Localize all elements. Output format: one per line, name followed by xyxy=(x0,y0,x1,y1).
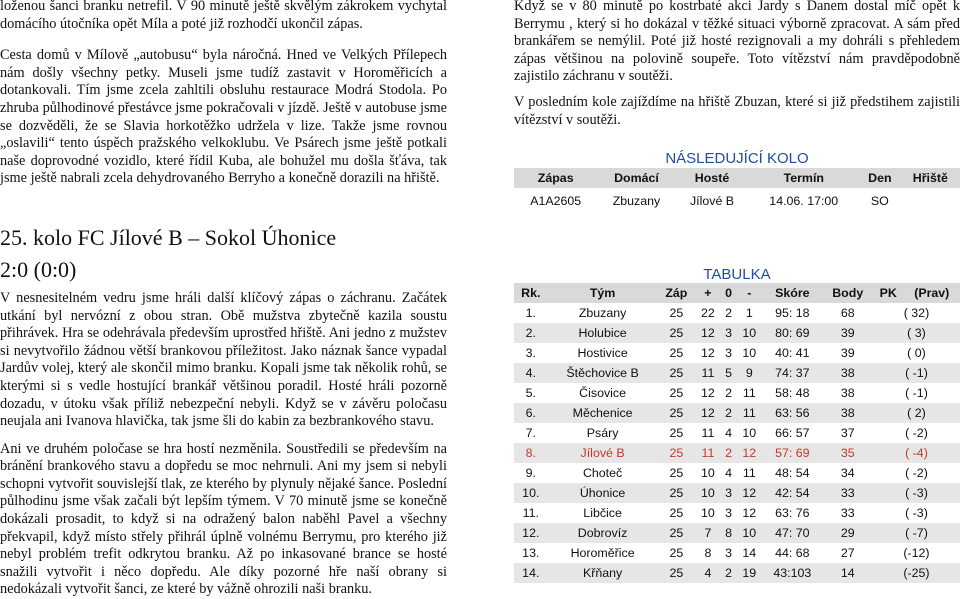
standings-cell-rk: 14. xyxy=(514,563,548,583)
standings-section xyxy=(514,266,960,583)
next-round-section xyxy=(514,150,960,214)
standings-cell-score: 63: 76 xyxy=(775,506,810,520)
standings-cell-prav: ( -2) xyxy=(905,426,928,440)
standings-cell-prav: ( -4) xyxy=(873,443,960,463)
standings-cell-points: 38 xyxy=(840,386,855,400)
standings-cell-score: 47: 70 xyxy=(762,523,822,543)
standings-cell-wins: 10 xyxy=(695,483,721,503)
standings-cell-draws: 2 xyxy=(721,443,737,463)
table-row xyxy=(514,523,960,543)
header-hoste: Hosté xyxy=(676,168,749,188)
standings-cell-played: 25 xyxy=(658,403,696,423)
standings-cell-score: 40: 41 xyxy=(775,346,810,360)
standings-header-prav: (Prav) xyxy=(904,283,960,303)
standings-cell-prav: ( -2) xyxy=(905,466,928,480)
standings-cell-score: 57: 69 xyxy=(762,443,822,463)
standings-header-team: Tým xyxy=(548,283,658,303)
standings-cell-played: 25 xyxy=(669,306,684,320)
standings-title: TABULKA xyxy=(703,266,771,283)
next-round-title: NÁSLEDUJÍCÍ KOLO xyxy=(665,150,809,167)
table-row xyxy=(514,323,960,343)
standings-cell-played: 25 xyxy=(658,443,696,463)
header-den: Den xyxy=(859,168,901,188)
standings-cell-rk: 5. xyxy=(525,386,536,400)
standings-cell-losses: 12 xyxy=(736,443,762,463)
standings-cell-rk: 1. xyxy=(525,306,536,320)
header-domaci: Domácí xyxy=(597,168,675,188)
standings-cell-prav: ( -1) xyxy=(873,363,960,383)
standings-cell-points: 38 xyxy=(823,403,873,423)
standings-header-points: Body xyxy=(823,283,873,303)
table-row xyxy=(514,503,960,523)
standings-cell-prav: ( 2) xyxy=(873,403,960,423)
standings-cell-points: 14 xyxy=(823,563,873,583)
standings-cell-wins: 12 xyxy=(701,346,715,360)
standings-cell-points: 34 xyxy=(840,466,855,480)
standings-cell-points: 29 xyxy=(823,523,873,543)
standings-cell-rk: 10. xyxy=(514,483,548,503)
standings-cell-score: 63: 56 xyxy=(762,403,822,423)
standings-cell-team: Holubice xyxy=(548,323,658,343)
cell-termin: 14.06. 17:00 xyxy=(748,188,859,214)
standings-header-losses: - xyxy=(736,283,762,303)
report-paragraph-1: V nesnesitelném vedru jsme hráli další klíčový zápas o záchranu. Začátek utkání byl nervózní z obou stran. Obě mužstva zbytečně kazila soustu přihrávek. Hra se odehrávala především uprostřed hřiště. Ani jedno z mužstev si nevytvořilo žádnou větší brankovou příležitost. Jako náznak šance vypadal Jardův volej, který ale skončil mimo branku. Kopali jsme tak několik rohů, se kterými si s vedle hostující brankář většinou poradil. Hosté hráli pozorně dozadu, v útoku však příliž nebezpeční nebyli. Když se v závěru poločasu neujala ani Ivanova hlavička, tak jsme šli do kabin za bezbrankového stavu. xyxy=(0,289,447,430)
standings-cell-wins: 11 xyxy=(695,363,721,383)
standings-cell-points: 37 xyxy=(840,426,855,440)
standings-cell-team: Křňany xyxy=(548,563,658,583)
standings-cell-played: 25 xyxy=(669,506,684,520)
standings-cell-draws: 4 xyxy=(725,426,733,440)
standings-cell-points: 39 xyxy=(840,346,855,360)
standings-cell-losses: 11 xyxy=(742,386,756,400)
standings-cell-draws: 3 xyxy=(721,483,737,503)
standings-cell-score: 74: 37 xyxy=(762,363,822,383)
standings-cell-prav: (-12) xyxy=(903,546,930,560)
standings-cell-team: Horoměřice xyxy=(570,546,635,560)
standings-cell-team: Jílové B xyxy=(548,443,658,463)
match-score: 2:0 (0:0) xyxy=(0,256,77,282)
standings-cell-points: 35 xyxy=(823,443,873,463)
standings-cell-losses: 10 xyxy=(742,346,757,360)
header-hriste: Hřiště xyxy=(901,168,960,188)
standings-cell-prav: ( -3) xyxy=(905,506,928,520)
table-row xyxy=(514,543,960,563)
standings-cell-score: 48: 54 xyxy=(775,466,810,480)
standings-header-pk: PK xyxy=(873,283,904,303)
standings-cell-losses: 10 xyxy=(736,523,762,543)
standings-cell-wins: 10 xyxy=(701,466,715,480)
standings-cell-score: 42: 54 xyxy=(762,483,822,503)
standings-cell-prav: ( -7) xyxy=(873,523,960,543)
standings-cell-team: Štěchovice B xyxy=(548,363,658,383)
standings-cell-prav: ( -1) xyxy=(905,386,928,400)
standings-cell-rk: 12. xyxy=(514,523,548,543)
intro-paragraph-2: Cesta domů v Mílově „autobusu“ byla náročná. Hned ve Velkých Přílepech nám došly všechny petky. Museli jsme tudíž zastavit v Horoměřicích a dotankovali. Tím jsme zcela zahltili obsluhu restaurace Modrá Stodola. Po zhruba půlhodinové přestávce jsme pokračovali v jízdě. Ještě v autobuse jsme se dozvěděli, že se Slavia horkotěžko udržela v lize. Takže jsme rovnou „oslavili“ tento úspěch pražského velkoklubu. Ve Psárech jsme ještě potkali naše doprovodné vozidlo, které řídil Kuba, ale bohužel mu došla šťáva, tak jsme ještě nabrali zcela dehydrovaného Berryho a konečně dorazili na hřiště. xyxy=(0,47,447,187)
standings-cell-rk: 11. xyxy=(522,506,539,520)
standings-cell-wins: 11 xyxy=(695,443,721,463)
standings-cell-rk: 9. xyxy=(525,466,536,480)
standings-table xyxy=(514,283,960,583)
standings-cell-rk: 2. xyxy=(514,323,548,343)
standings-cell-played: 25 xyxy=(669,466,684,480)
standings-cell-draws: 8 xyxy=(721,523,737,543)
intro-paragraph-1: loženou šanci branku netrefil. V 90 minutě ještě skvělým zákrokem vychytal domácího útočníka opět Míla a poté již rozhodčí ukončil zápas. xyxy=(0,0,447,32)
standings-cell-team: Úhonice xyxy=(548,483,658,503)
standings-cell-rk: 8. xyxy=(514,443,548,463)
standings-cell-prav: (-25) xyxy=(873,563,960,583)
table-row xyxy=(514,443,960,463)
standings-cell-losses: 10 xyxy=(742,426,757,440)
standings-cell-wins: 8 xyxy=(704,546,712,560)
standings-cell-score: 43:103 xyxy=(762,563,822,583)
standings-cell-losses: 19 xyxy=(736,563,762,583)
standings-cell-played: 25 xyxy=(669,546,684,560)
standings-header-played: Záp xyxy=(658,283,696,303)
standings-cell-losses: 1 xyxy=(745,306,753,320)
cell-den: SO xyxy=(859,188,901,214)
standings-header-wins: + xyxy=(695,283,721,303)
standings-cell-losses: 14 xyxy=(742,546,757,560)
table-row xyxy=(514,423,960,443)
standings-cell-prav: ( 3) xyxy=(873,323,960,343)
cell-domaci: Zbuzany xyxy=(597,188,675,214)
standings-cell-wins: 12 xyxy=(701,386,715,400)
standings-cell-points: 38 xyxy=(823,363,873,383)
standings-cell-wins: 12 xyxy=(695,403,721,423)
right-paragraph-2: V posledním kole zajíždíme na hřiště Zbuzan, které si již předstihem zajistili vítězství v soutěži. xyxy=(514,93,960,128)
standings-cell-draws: 2 xyxy=(725,386,733,400)
cell-zapas: A1A2605 xyxy=(514,188,597,214)
standings-cell-played: 25 xyxy=(658,523,696,543)
right-paragraph-1: Když se v 80 minutě po kostrbaté akci Jardy s Danem dostal míč opět k Berrymu , který si ho dokázal v těžké situaci výborně zpracovat. A sám před brankářem se nemýlil. Poté již hosté rezignovali a my dohráli s přehledem zápas většinou na polovině soupeře. Toto vítězství nám pravděpodobně zajistilo záchranu v soutěži. xyxy=(514,0,960,85)
standings-cell-wins: 7 xyxy=(695,523,721,543)
standings-cell-rk: 13. xyxy=(522,546,540,560)
standings-cell-losses: 11 xyxy=(742,466,756,480)
right-column xyxy=(514,0,960,580)
standings-cell-draws: 4 xyxy=(725,466,733,480)
standings-cell-wins: 4 xyxy=(695,563,721,583)
standings-cell-draws: 3 xyxy=(725,506,733,520)
standings-cell-wins: 12 xyxy=(695,323,721,343)
standings-cell-losses: 11 xyxy=(736,403,762,423)
table-row xyxy=(514,363,960,383)
standings-header-score: Skóre xyxy=(762,283,822,303)
standings-cell-played: 25 xyxy=(658,563,696,583)
standings-cell-points: 33 xyxy=(840,506,855,520)
standings-cell-rk: 7. xyxy=(525,426,536,440)
cell-hoste: Jílové B xyxy=(676,188,749,214)
standings-header-draws: 0 xyxy=(721,283,737,303)
table-row xyxy=(514,563,960,583)
standings-cell-losses: 10 xyxy=(736,323,762,343)
standings-cell-draws: 2 xyxy=(721,403,737,423)
standings-cell-prav: ( 32) xyxy=(903,306,930,320)
standings-cell-score: 44: 68 xyxy=(775,546,810,560)
standings-cell-prav: ( 0) xyxy=(907,346,926,360)
standings-cell-losses: 9 xyxy=(736,363,762,383)
standings-cell-rk: 6. xyxy=(514,403,548,423)
standings-cell-rk: 4. xyxy=(514,363,548,383)
standings-cell-team: Libčice xyxy=(583,506,622,520)
standings-cell-team: Hostivice xyxy=(577,346,628,360)
standings-cell-score: 66: 57 xyxy=(775,426,810,440)
standings-cell-team: Měchenice xyxy=(548,403,658,423)
header-zapas: Zápas xyxy=(514,168,597,188)
standings-cell-draws: 3 xyxy=(725,546,733,560)
left-column xyxy=(0,0,447,599)
standings-cell-draws: 2 xyxy=(725,306,733,320)
table-row xyxy=(514,403,960,423)
standings-cell-points: 33 xyxy=(823,483,873,503)
standings-cell-points: 39 xyxy=(823,323,873,343)
standings-cell-draws: 3 xyxy=(721,323,737,343)
standings-cell-played: 25 xyxy=(658,363,696,383)
next-round-row xyxy=(514,188,960,214)
match-title: 25. kolo FC Jílové B – Sokol Úhonice xyxy=(0,224,337,250)
table-row xyxy=(514,343,960,363)
next-round-table xyxy=(514,168,960,214)
header-termin: Termín xyxy=(748,168,859,188)
standings-cell-wins: 10 xyxy=(701,506,715,520)
standings-cell-points: 27 xyxy=(840,546,855,560)
standings-cell-wins: 11 xyxy=(701,426,715,440)
standings-cell-points: 68 xyxy=(840,306,855,320)
standings-cell-played: 25 xyxy=(669,386,684,400)
standings-cell-score: 58: 48 xyxy=(775,386,810,400)
standings-cell-played: 25 xyxy=(658,483,696,503)
table-row xyxy=(514,463,960,483)
standings-cell-played: 25 xyxy=(669,426,684,440)
standings-header-rk: Rk. xyxy=(514,283,548,303)
report-paragraph-2: Ani ve druhém poločase se hra hostí nezměnila. Soustředili se především na bránění brankového stavu a dopředu se moc nehrnuli. Ani my jsem si nebyli schopni vytvořit souvislejší tlak, ze kterého by plynuly nějaké šance. Poslední půlhodinu jsme však začali být lepším týmem. V 70 minutě jsme se konečně dokázali prosadit, to když si na odražený balon naběhl Pavel a všechny překvapil, když místo střely přihrál úplně volnému Berrymu, pro kterého již nebyl problém trefit odkrytou branku. Až po inkasované brance se hosté snažili vytvořit i něco dopředu. Ale díky pozorné hře naší obrany si nedokázali vytvořit šanci, ze které by vážně ohrozili naši branku. xyxy=(0,440,447,598)
standings-cell-team: Psáry xyxy=(586,426,619,440)
standings-cell-played: 25 xyxy=(658,323,696,343)
standings-cell-wins: 22 xyxy=(701,306,715,320)
standings-cell-played: 25 xyxy=(669,346,684,360)
cell-hriste xyxy=(901,188,960,214)
standings-cell-rk: 3. xyxy=(525,346,536,360)
standings-cell-prav: ( -3) xyxy=(873,483,960,503)
table-row xyxy=(514,483,960,503)
standings-cell-score: 95: 18 xyxy=(775,306,810,320)
table-row xyxy=(514,383,960,403)
standings-cell-draws: 2 xyxy=(721,563,737,583)
standings-cell-draws: 3 xyxy=(725,346,733,360)
standings-cell-score: 80: 69 xyxy=(762,323,822,343)
standings-cell-losses: 12 xyxy=(742,506,757,520)
standings-cell-draws: 5 xyxy=(721,363,737,383)
standings-cell-team: Zbuzany xyxy=(578,306,627,320)
standings-cell-team: Čisovice xyxy=(579,386,626,400)
table-row xyxy=(514,303,960,323)
standings-cell-team: Choteč xyxy=(582,466,623,480)
standings-cell-team: Dobrovíz xyxy=(548,523,658,543)
standings-cell-losses: 12 xyxy=(736,483,762,503)
